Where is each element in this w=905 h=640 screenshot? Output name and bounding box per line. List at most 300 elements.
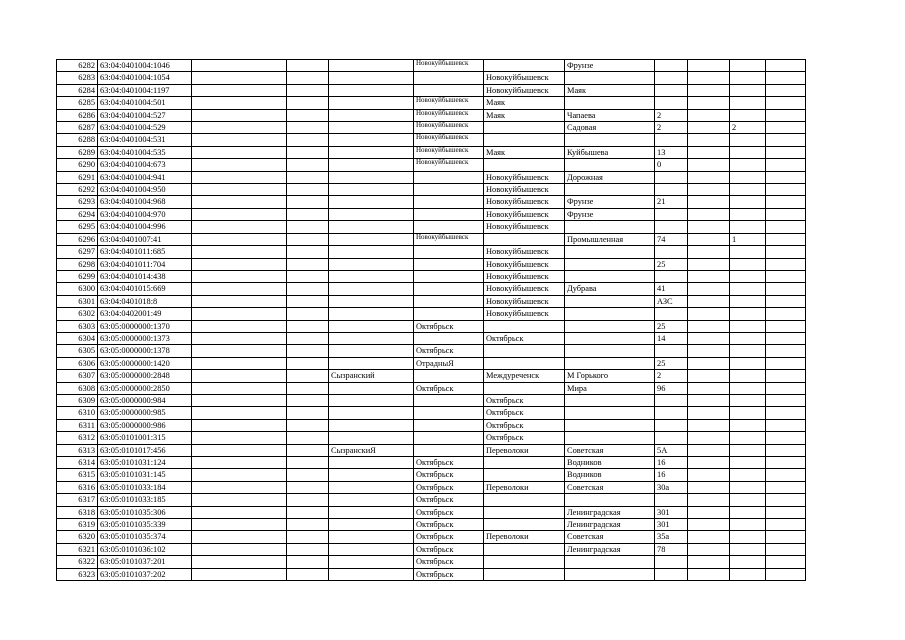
table-cell [688, 283, 730, 295]
table-cell [688, 122, 730, 134]
table-cell: 63:05:0000000:1373 [98, 332, 192, 344]
table-cell: 63:04:0401011:685 [98, 246, 192, 258]
table-cell [484, 568, 565, 580]
table-cell [414, 208, 484, 220]
table-cell [192, 122, 287, 134]
table-cell [414, 270, 484, 282]
table-cell: Переволоки [484, 444, 565, 456]
table-cell [565, 432, 655, 444]
table-cell [565, 407, 655, 419]
table-cell: 63:05:0000000:1420 [98, 357, 192, 369]
table-cell [565, 184, 655, 196]
table-cell: 63:04:0401004:535 [98, 146, 192, 158]
table-cell [730, 568, 766, 580]
table-cell [484, 233, 565, 245]
table-cell [329, 109, 414, 121]
table-row [57, 568, 806, 580]
table-cell [414, 171, 484, 183]
table-cell [329, 122, 414, 134]
table-row [57, 109, 806, 121]
table-cell [287, 332, 329, 344]
table-row [57, 419, 806, 431]
table-cell [565, 494, 655, 506]
table-cell: 63:04:0402001:49 [98, 308, 192, 320]
table-cell [329, 270, 414, 282]
table-cell [766, 556, 806, 568]
table-cell [730, 208, 766, 220]
table-cell [688, 432, 730, 444]
table-cell [766, 270, 806, 282]
table-cell: Междуреченск [484, 370, 565, 382]
table-cell [287, 345, 329, 357]
table-row [57, 332, 806, 344]
table-cell [688, 394, 730, 406]
table-cell [414, 72, 484, 84]
table-cell [766, 159, 806, 171]
table-cell [655, 432, 688, 444]
table-cell [766, 122, 806, 134]
table-row [57, 283, 806, 295]
table-cell: Октябрьск [414, 543, 484, 555]
table-cell [688, 233, 730, 245]
table-cell: 6316 [57, 481, 98, 493]
table-cell [730, 196, 766, 208]
table-cell [329, 419, 414, 431]
table-cell [192, 419, 287, 431]
table-cell [730, 221, 766, 233]
table-row [57, 134, 806, 146]
table-cell [484, 506, 565, 518]
table-cell [287, 469, 329, 481]
table-cell [688, 407, 730, 419]
table-cell: 25 [655, 320, 688, 332]
table-cell: 6313 [57, 444, 98, 456]
table-cell: Октябрьск [484, 419, 565, 431]
table-cell [730, 258, 766, 270]
table-cell [655, 72, 688, 84]
table-cell [192, 159, 287, 171]
table-cell [730, 432, 766, 444]
table-cell: АЗС [655, 295, 688, 307]
table-cell [484, 556, 565, 568]
table-cell [565, 72, 655, 84]
table-cell [730, 84, 766, 96]
table-cell [192, 320, 287, 332]
table-cell: Водников [565, 457, 655, 469]
table-cell: 6309 [57, 394, 98, 406]
table-cell [565, 556, 655, 568]
table-row [57, 72, 806, 84]
table-cell [484, 159, 565, 171]
table-cell [766, 407, 806, 419]
table-cell [688, 171, 730, 183]
table-cell: 6282 [57, 60, 98, 72]
table-row [57, 84, 806, 96]
table-cell [766, 97, 806, 109]
table-cell [565, 295, 655, 307]
table-cell [329, 494, 414, 506]
table-cell [329, 394, 414, 406]
table-cell [329, 97, 414, 109]
table-cell [287, 134, 329, 146]
table-cell [192, 556, 287, 568]
table-cell [329, 295, 414, 307]
table-cell: Октябрьск [414, 519, 484, 531]
table-cell: Фрунзе [565, 60, 655, 72]
table-cell [287, 543, 329, 555]
table-cell: Маяк [484, 97, 565, 109]
table-cell [287, 444, 329, 456]
table-cell [766, 283, 806, 295]
table-cell [730, 531, 766, 543]
table-cell [192, 134, 287, 146]
table-cell [287, 295, 329, 307]
table-cell [688, 357, 730, 369]
table-cell: 2 [655, 122, 688, 134]
table-cell: 1 [730, 233, 766, 245]
table-cell [730, 320, 766, 332]
table-row [57, 295, 806, 307]
table-cell: 6308 [57, 382, 98, 394]
table-cell: 6300 [57, 283, 98, 295]
table-cell [484, 457, 565, 469]
table-cell: 74 [655, 233, 688, 245]
table-cell [688, 184, 730, 196]
table-cell: Ленинградская [565, 543, 655, 555]
table-cell: 6295 [57, 221, 98, 233]
table-cell [192, 494, 287, 506]
table-cell: 63:04:0401015:669 [98, 283, 192, 295]
table-cell: 63:05:0101035:339 [98, 519, 192, 531]
table-cell: 6323 [57, 568, 98, 580]
table-cell [287, 60, 329, 72]
table-cell [655, 394, 688, 406]
table-cell [766, 494, 806, 506]
table-cell [287, 196, 329, 208]
table-row [57, 122, 806, 134]
table-cell [414, 370, 484, 382]
table-cell [688, 60, 730, 72]
table-cell: 96 [655, 382, 688, 394]
table-cell [655, 308, 688, 320]
table-cell [688, 159, 730, 171]
table-cell [329, 134, 414, 146]
table-cell [484, 382, 565, 394]
table-cell [766, 357, 806, 369]
table-cell [730, 469, 766, 481]
table-cell: 6307 [57, 370, 98, 382]
table-cell [655, 568, 688, 580]
table-cell: 13 [655, 146, 688, 158]
table-cell: 6292 [57, 184, 98, 196]
table-cell [287, 531, 329, 543]
table-cell [414, 283, 484, 295]
table-cell [688, 506, 730, 518]
table-cell [192, 543, 287, 555]
table-cell [192, 568, 287, 580]
table-cell [287, 258, 329, 270]
table-cell [730, 97, 766, 109]
table-cell [655, 246, 688, 258]
table-cell: 63:05:0101001:315 [98, 432, 192, 444]
table-cell: Новокуйбышевск [414, 122, 484, 134]
table-cell [287, 233, 329, 245]
table-cell [414, 444, 484, 456]
table-row [57, 171, 806, 183]
table-cell: Октябрьск [414, 345, 484, 357]
table-cell: 6289 [57, 146, 98, 158]
table-cell [329, 84, 414, 96]
table-cell [484, 345, 565, 357]
table-cell: ОтрадныЯ [414, 357, 484, 369]
table-cell [329, 320, 414, 332]
table-cell [484, 469, 565, 481]
table-cell: Новокуйбышевск [414, 233, 484, 245]
table-cell [287, 419, 329, 431]
table-cell: Октябрьск [414, 506, 484, 518]
table-cell [329, 457, 414, 469]
table-cell: 16 [655, 457, 688, 469]
table-cell [287, 208, 329, 220]
table-cell [329, 531, 414, 543]
table-cell: 41 [655, 283, 688, 295]
table-cell [766, 233, 806, 245]
table-cell: 63:05:0000000:2850 [98, 382, 192, 394]
table-cell: 63:05:0101037:201 [98, 556, 192, 568]
table-cell [688, 382, 730, 394]
table-cell: 16 [655, 469, 688, 481]
table-cell [766, 444, 806, 456]
table-cell: Новокуйбышевск [484, 221, 565, 233]
table-row [57, 394, 806, 406]
table-cell [730, 382, 766, 394]
table-cell [730, 332, 766, 344]
table-cell: Дорожная [565, 171, 655, 183]
table-cell [766, 258, 806, 270]
table-cell: Октябрьск [484, 332, 565, 344]
table-cell: Дубрава [565, 283, 655, 295]
table-cell [287, 494, 329, 506]
table-cell [192, 308, 287, 320]
table-cell: Октябрьск [414, 568, 484, 580]
table-cell [565, 97, 655, 109]
table-cell: 30а [655, 481, 688, 493]
table-cell: 6287 [57, 122, 98, 134]
table-cell [192, 233, 287, 245]
table-cell: 63:04:0401004:673 [98, 159, 192, 171]
table-cell [766, 134, 806, 146]
table-cell: 6304 [57, 332, 98, 344]
table-cell [766, 308, 806, 320]
table-cell [730, 109, 766, 121]
table-row [57, 543, 806, 555]
table-cell [484, 122, 565, 134]
table-cell [730, 419, 766, 431]
table-cell: 63:05:0000000:2848 [98, 370, 192, 382]
table-cell [414, 84, 484, 96]
table-row [57, 407, 806, 419]
table-cell [329, 159, 414, 171]
table-cell [565, 159, 655, 171]
table-cell: 6315 [57, 469, 98, 481]
table-cell: 63:05:0000000:986 [98, 419, 192, 431]
table-row [57, 270, 806, 282]
table-cell [565, 568, 655, 580]
table-cell: 63:04:0401004:1054 [98, 72, 192, 84]
table-cell: 63:04:0401004:1197 [98, 84, 192, 96]
table-cell [329, 382, 414, 394]
table-cell [766, 543, 806, 555]
table-cell: Мира [565, 382, 655, 394]
table-cell [688, 146, 730, 158]
table-row [57, 184, 806, 196]
table-row [57, 97, 806, 109]
table-cell: Советская [565, 531, 655, 543]
table-cell [287, 246, 329, 258]
table-cell [192, 531, 287, 543]
table-cell: 6314 [57, 457, 98, 469]
table-cell: 6302 [57, 308, 98, 320]
table-cell: 63:05:0101036:102 [98, 543, 192, 555]
table-cell [688, 97, 730, 109]
table-cell: 78 [655, 543, 688, 555]
table-cell [287, 171, 329, 183]
table-cell [565, 394, 655, 406]
table-cell: Новокуйбышевск [484, 72, 565, 84]
table-cell [192, 270, 287, 282]
table-cell: 63:04:0401004:527 [98, 109, 192, 121]
table-row [57, 308, 806, 320]
table-cell: Переволоки [484, 531, 565, 543]
table-cell: Садовая [565, 122, 655, 134]
table-cell: 6317 [57, 494, 98, 506]
table-cell: 6283 [57, 72, 98, 84]
table-cell [730, 171, 766, 183]
table-cell [688, 481, 730, 493]
table-cell: 63:05:0000000:1370 [98, 320, 192, 332]
table-cell [414, 295, 484, 307]
table-row [57, 370, 806, 382]
table-cell [730, 60, 766, 72]
table-cell: 63:05:0101035:306 [98, 506, 192, 518]
table-cell: Октябрьск [414, 481, 484, 493]
table-cell [688, 444, 730, 456]
table-cell [730, 134, 766, 146]
table-cell [688, 196, 730, 208]
table-cell [655, 171, 688, 183]
table-cell [655, 97, 688, 109]
table-cell [688, 494, 730, 506]
table-cell [287, 432, 329, 444]
table-cell [287, 84, 329, 96]
table-cell: 6319 [57, 519, 98, 531]
table-row [57, 208, 806, 220]
table-cell [766, 568, 806, 580]
table-cell: Новокуйбышевск [484, 308, 565, 320]
table-cell [766, 184, 806, 196]
table-cell [414, 419, 484, 431]
table-cell: 63:05:0101033:184 [98, 481, 192, 493]
table-cell [414, 407, 484, 419]
table-cell [688, 519, 730, 531]
records-table [56, 59, 806, 581]
table-cell [766, 320, 806, 332]
table-cell: 63:04:0401014:438 [98, 270, 192, 282]
table-cell: Октябрьск [414, 320, 484, 332]
table-cell [766, 394, 806, 406]
table-cell [484, 134, 565, 146]
table-row [57, 357, 806, 369]
table-cell [688, 208, 730, 220]
table-cell: 63:04:0401011:704 [98, 258, 192, 270]
table-cell [688, 469, 730, 481]
table-cell: 6299 [57, 270, 98, 282]
table-cell: 6306 [57, 357, 98, 369]
table-cell [565, 332, 655, 344]
table-cell [766, 221, 806, 233]
table-cell: Куйбышева [565, 146, 655, 158]
table-cell [730, 556, 766, 568]
table-row [57, 519, 806, 531]
table-row [57, 506, 806, 518]
table-cell [655, 208, 688, 220]
table-cell: Октябрьск [484, 394, 565, 406]
table-cell [565, 270, 655, 282]
table-cell: 6285 [57, 97, 98, 109]
table-cell [414, 221, 484, 233]
table-cell [565, 419, 655, 431]
table-cell [192, 109, 287, 121]
table-cell: 6294 [57, 208, 98, 220]
table-cell [688, 134, 730, 146]
table-cell [192, 370, 287, 382]
table-row [57, 320, 806, 332]
table-cell: Новокуйбышевск [484, 295, 565, 307]
table-cell [192, 469, 287, 481]
table-cell: 63:04:0401004:941 [98, 171, 192, 183]
table-cell [192, 283, 287, 295]
table-cell [287, 407, 329, 419]
table-row [57, 481, 806, 493]
table-cell [329, 221, 414, 233]
table-cell: 63:04:0401018:8 [98, 295, 192, 307]
table-cell: 6321 [57, 543, 98, 555]
table-cell [655, 60, 688, 72]
table-cell [329, 481, 414, 493]
table-cell: 6288 [57, 134, 98, 146]
table-cell [730, 270, 766, 282]
table-cell [565, 345, 655, 357]
table-cell [192, 457, 287, 469]
table-cell: СызранскиЯ [329, 444, 414, 456]
table-cell [414, 332, 484, 344]
table-cell: Сызранский [329, 370, 414, 382]
table-cell [192, 171, 287, 183]
table-cell [414, 308, 484, 320]
table-cell [688, 109, 730, 121]
table-cell: 301 [655, 506, 688, 518]
table-cell: Октябрьск [484, 432, 565, 444]
table-cell: 6311 [57, 419, 98, 431]
table-cell: Новокуйбышевск [414, 134, 484, 146]
table-cell [287, 568, 329, 580]
table-cell [730, 481, 766, 493]
table-cell [329, 246, 414, 258]
table-cell [192, 258, 287, 270]
table-cell: Новокуйбышевск [484, 208, 565, 220]
table-cell: М Горького [565, 370, 655, 382]
table-cell [287, 122, 329, 134]
